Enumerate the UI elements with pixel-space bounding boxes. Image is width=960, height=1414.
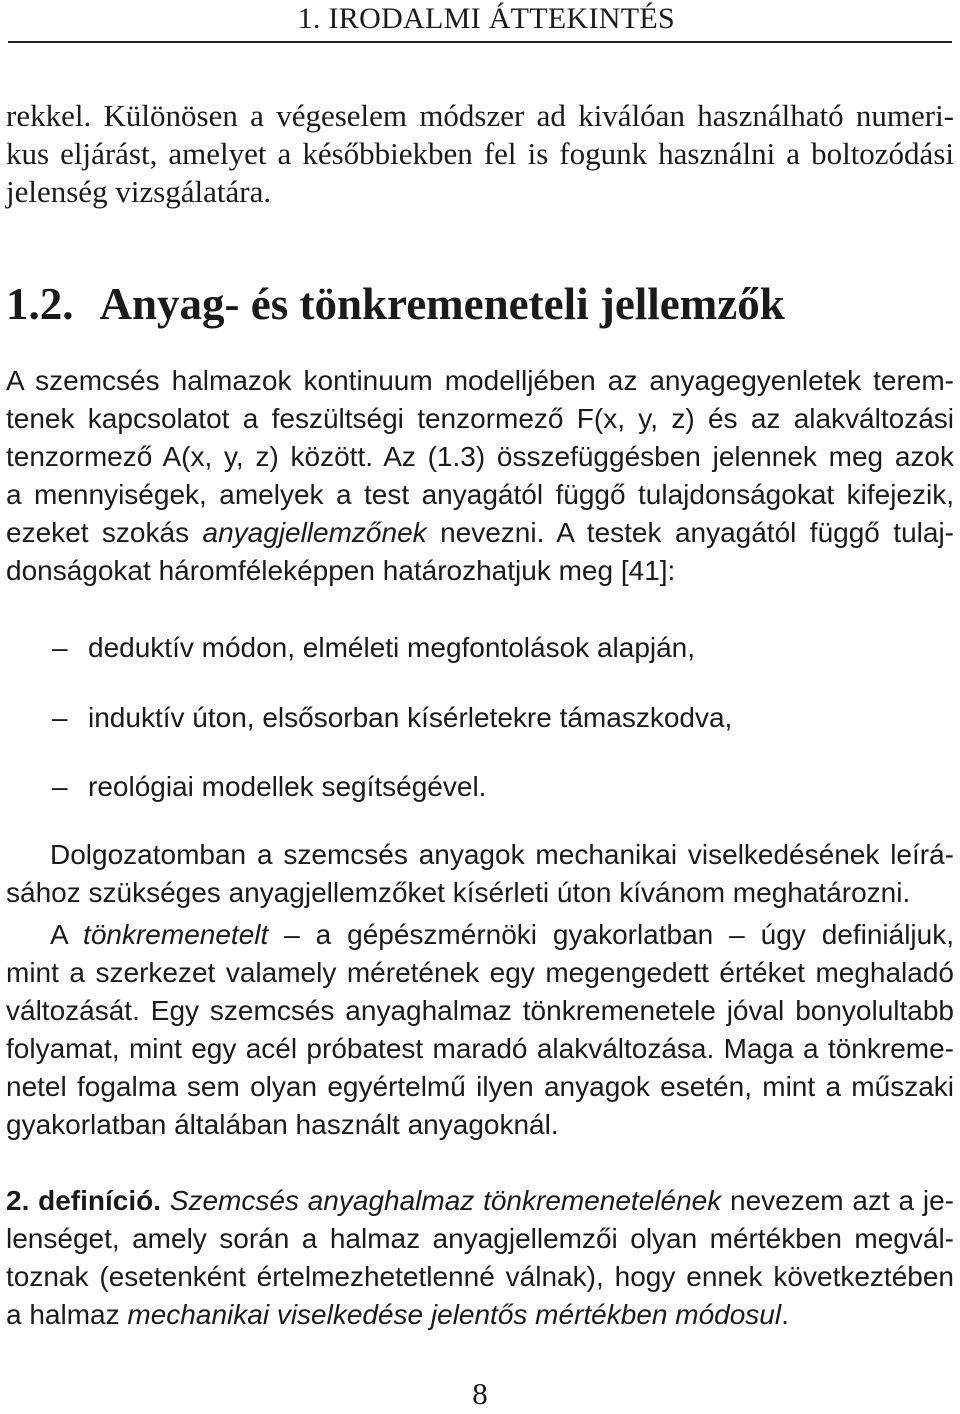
list-item	[52, 699, 732, 737]
paragraph-failure-definition	[6, 916, 954, 1144]
list-marker: –	[52, 632, 68, 663]
list-item	[52, 629, 695, 667]
text-line: toznak (esetenként értelmezhetetlenné válnak), hogy ennek következtében	[6, 1261, 954, 1292]
list-item	[52, 768, 486, 806]
text-line: Dolgozatomban a szemcsés anyagok mechanikai viselkedésének leírá-	[50, 839, 954, 870]
emphasis-term: anyagjellemzőnek	[202, 517, 427, 548]
text-line: sához szükséges anyagjellemzőket kísérleti úton kívánom meghatározni.	[6, 877, 911, 908]
text-line: tenzormező A(x, y, z) között. Az (1.3) összefüggésben jelennek meg azok	[6, 441, 954, 472]
text-line: A szemcsés halmazok kontinuum modelljében az anyagegyenletek terem-	[6, 365, 954, 396]
definition-block	[6, 1182, 954, 1334]
section-heading	[6, 278, 785, 330]
text-line	[6, 916, 954, 954]
text-run: a halmaz	[6, 1299, 128, 1330]
running-header: 1. IRODALMI ÁTTEKINTÉS	[297, 2, 675, 35]
text-line: netel fogalma sem olyan egyértelmű ilyen anyagok esetén, mint a műszaki	[6, 1071, 954, 1102]
header-rule	[8, 41, 952, 43]
emphasis-term: mechanikai viselkedése jelentős mértékben módosul	[127, 1299, 782, 1330]
text-line: mint a szerkezet valamely méretének egy megengedett értéket meghaladó	[6, 957, 954, 988]
text-line: jelenség vizsgálatára.	[6, 174, 272, 209]
text-run: nevezni. A testek anyagától függő tulaj-	[426, 517, 954, 548]
text-line: változását. Egy szemcsés anyaghalmaz tönkremenetele jóval bonyolultabb	[6, 995, 954, 1026]
text-line: lenséget, amely során a halmaz anyagjellemzői olyan mértékben megvál-	[6, 1223, 954, 1254]
list-item-text: deduktív módon, elméleti megfontolások alapján,	[88, 632, 696, 663]
text-run: A	[50, 919, 84, 950]
text-line	[6, 1296, 954, 1334]
text-run: nevezem azt a je-	[721, 1185, 954, 1216]
paragraph-material-properties	[6, 362, 954, 590]
list-item-text: reológiai modellek segítségével.	[88, 771, 487, 802]
definition-term: Szemcsés anyaghalmaz tönkremenetelének	[169, 1185, 722, 1216]
section-title: Anyag- és tönkremeneteli jellemzők	[99, 279, 785, 329]
list-item-text: induktív úton, elsősorban kísérletekre támaszkodva,	[88, 702, 733, 733]
definition-label: 2. definíció.	[6, 1185, 162, 1216]
emphasis-term: tönkremenetelt	[83, 919, 269, 950]
paragraph-thesis-goal	[6, 836, 954, 912]
text-line: tenek kapcsolatot a feszültségi tenzormező F(x, y, z) és az alakváltozási	[6, 403, 954, 434]
text-line: donságokat háromféleképpen határozhatjuk meg [41]:	[6, 555, 676, 586]
text-line	[6, 1182, 954, 1220]
list-marker: –	[52, 771, 68, 802]
text-line: a mennyiségek, amelyek a test anyagától függő tulajdonságokat kifejezik,	[6, 479, 954, 510]
text-line: gyakorlatban általában használt anyagoknál.	[6, 1109, 559, 1140]
text-run: ezeket szokás	[6, 517, 203, 548]
text-line: kus eljárást, amelyet a későbbiekben fel is fogunk használni a boltozódási	[6, 136, 954, 171]
list-marker: –	[52, 702, 68, 733]
text-run: .	[781, 1299, 789, 1330]
intro-paragraph	[6, 97, 954, 211]
page-number: 8	[472, 1376, 488, 1411]
text-run: – a gépészmérnöki gyakorlatban – úgy definiáljuk,	[268, 919, 954, 950]
text-line: rekkel. Különösen a végeselem módszer ad kiválóan használható numeri-	[6, 98, 954, 133]
text-line: folyamat, mint egy acél próbatest maradó alakváltozása. Maga a tönkreme-	[6, 1033, 954, 1064]
text-line	[6, 514, 954, 552]
section-number: 1.2.	[6, 279, 74, 329]
